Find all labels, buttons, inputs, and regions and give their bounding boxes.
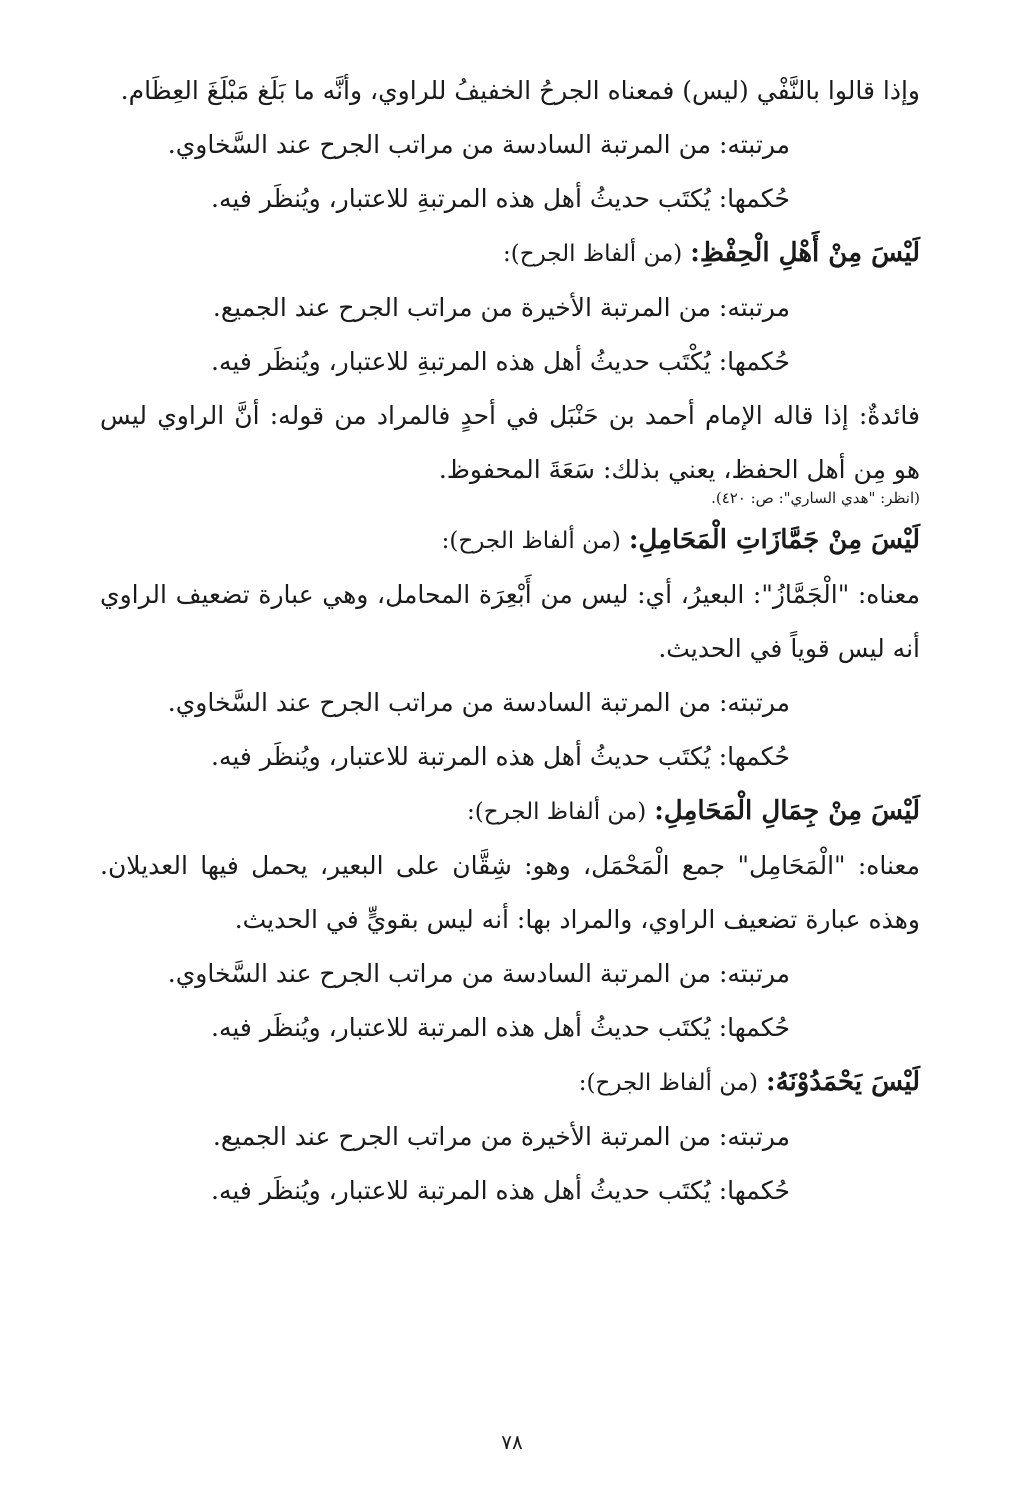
entry-term: لَيْسَ مِنْ جَمَّازَاتِ الْمَحَامِلِ: <box>628 525 920 555</box>
entry-reference: (انظر: "هدي الساري": ص: ٤٢٠). <box>711 489 920 507</box>
entry-ruling: حُكمها: يُكْتَب حديثُ أهل هذه المرتبةِ للاعتبار، ويُنظَر فيه. <box>211 347 790 376</box>
entry-heading <box>100 1055 920 1110</box>
entry-heading <box>100 513 920 568</box>
entry-heading <box>100 784 920 839</box>
entry-term: لَيْسَ مِنْ جِمَالِ الْمَحَامِلِ: <box>654 796 920 826</box>
entry-benefit: فائدةٌ: إذا قاله الإمام أحمد بن حَنْبَل في أحدٍ فالمراد من قوله: أنَّ الراوي ليس هو مِن أهل الحفظ، يعني بذلك: سَعَةَ المحفوظ. <box>100 401 920 484</box>
entry-heading <box>100 226 920 281</box>
intro-ruling: حُكمها: يُكتَب حديثُ أهل هذه المرتبةِ للاعتبار، ويُنظَر فيه. <box>211 184 790 213</box>
page-body <box>100 64 920 1218</box>
entry-category-note: (من ألفاظ الجرح): <box>578 1070 759 1096</box>
entry-meaning: معناه: "الْمَحَامِل" جمع الْمَحْمَل، وهو: شِقَّان على البعير، يحمل فيها العديلان. وهذه عبارة تضعيف الراوي، والمراد بها: أنه ليس بقويٍّ في الحديث. <box>100 851 920 934</box>
entry-category-note: (من ألفاظ الجرح): <box>503 241 683 267</box>
entry-category-note: (من ألفاظ الجرح): <box>466 799 647 825</box>
page-number: ٧٨ <box>501 1430 523 1454</box>
entry-rank: مرتبته: من المرتبة السادسة من مراتب الجرح عند السَّخاوي. <box>167 959 790 988</box>
entry-ruling: حُكمها: يُكتَب حديثُ أهل هذه المرتبة للاعتبار، ويُنظَر فيه. <box>211 1176 790 1205</box>
entry-term: لَيْسَ يَحْمَدُوْنَهُ: <box>766 1067 920 1097</box>
entry-rank: مرتبته: من المرتبة السادسة من مراتب الجرح عند السَّخاوي. <box>167 688 790 717</box>
entry-rank: مرتبته: من المرتبة الأخيرة من مراتب الجرح عند الجميع. <box>212 1122 790 1151</box>
entry-term: لَيْسَ مِنْ أَهْلِ الْحِفْظِ: <box>690 238 920 268</box>
intro-paragraph: وإذا قالوا بالنَّفْي (ليس) فمعناه الجرحُ الخفيفُ للراوي، وأنَّه ما بَلَغ مَبْلَغَ العِظَام. <box>120 76 920 105</box>
entry-rank: مرتبته: من المرتبة الأخيرة من مراتب الجرح عند الجميع. <box>212 293 790 322</box>
entry-ruling: حُكمها: يُكتَب حديثُ أهل هذه المرتبة للاعتبار، ويُنظَر فيه. <box>211 742 790 771</box>
intro-rank: مرتبته: من المرتبة السادسة من مراتب الجرح عند السَّخاوي. <box>167 130 790 159</box>
entry-category-note: (من ألفاظ الجرح): <box>441 528 621 554</box>
entry-meaning: معناه: "الْجَمَّازُ": البعيرُ، أي: ليس من أَبْعِرَة المحامل، وهي عبارة تضعيف الراوي أنه ليس قوياً في الحديث. <box>100 580 920 663</box>
entry-ruling: حُكمها: يُكتَب حديثُ أهل هذه المرتبة للاعتبار، ويُنظَر فيه. <box>211 1013 790 1042</box>
